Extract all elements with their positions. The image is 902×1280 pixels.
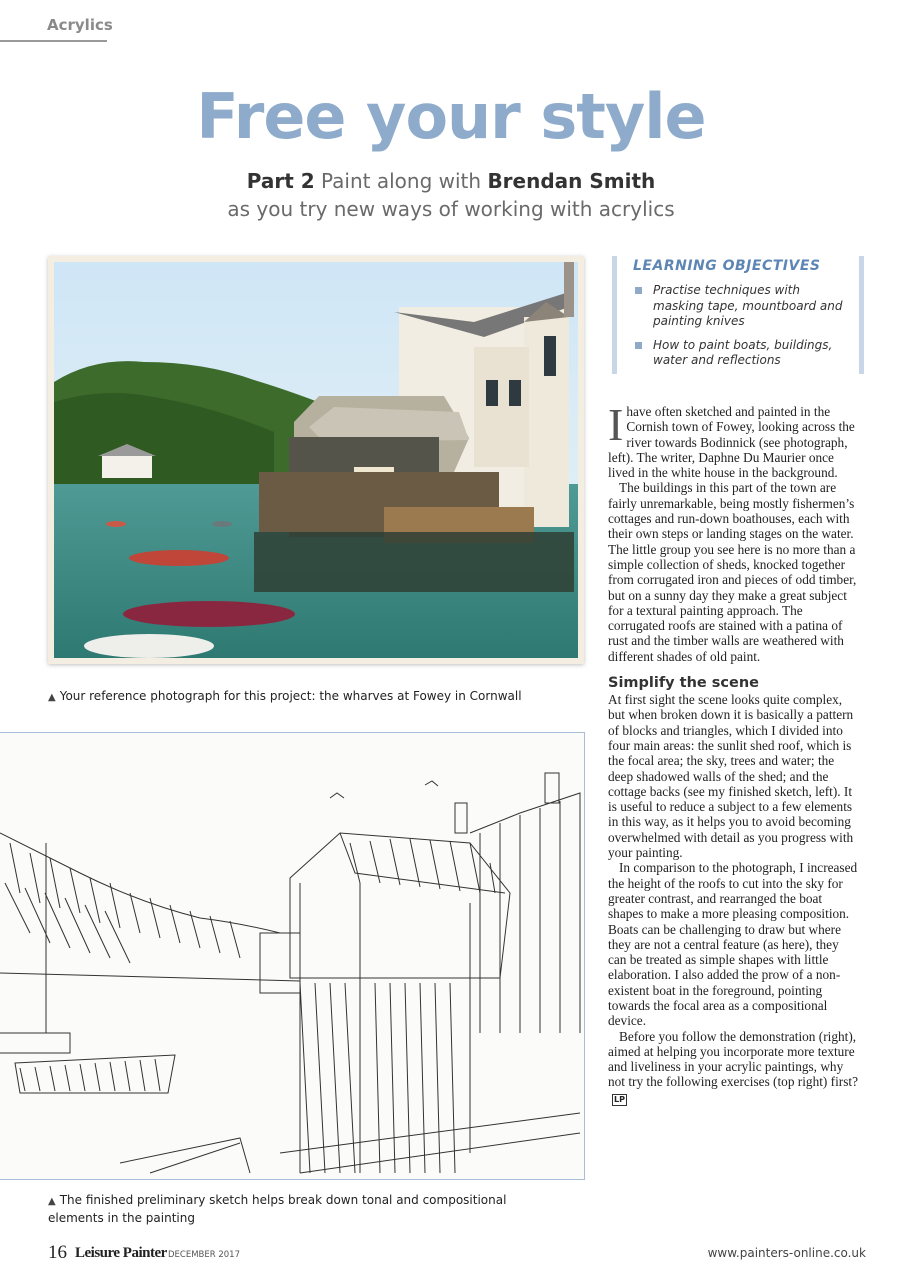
preliminary-sketch [0,732,585,1180]
subtitle-line2: as you try new ways of working with acrylics [227,197,675,221]
website-link[interactable]: www.painters-online.co.uk [707,1246,866,1260]
magazine-name: Leisure Painter [75,1245,167,1261]
paragraph-5 [608,1029,860,1106]
paragraph-5-text: Before you follow the demonstration (right), aimed at helping you incorporate more texture and liveliness in your acrylic paintings, why not try the following exercises (top right) first? [608,1028,858,1090]
paragraph-2: The buildings in this part of the town are fairly unremarkable, being mostly fishermen’s cottages and run-down boathouses, each with their own steps or landing stages on the water. The little group you see here is no more than a simple collection of sheds, knocked together from corrugated iron and pieces of odd timber, but on a sunny day they make a great subject for a textural painting approach. The corrugated roofs are stained with a patina of rust and the timber walls are weathered with different shades of old paint. [608,480,857,664]
paragraph-4: In comparison to the photograph, I increased the height of the roofs to cut into the sky for greater contrast, and rearranged the boat shapes to make a more pleasing composition. Boats can be challenging to draw but where they are not a central feature (as here), they can be treated as simple shapes with little elaboration. I also added the prow of a non-existent boat in the foreground, pointing towards the focal area as a compositional device. [608,860,858,1029]
paragraph-intro [608,399,860,481]
subtitle-paint-along: Paint along with [321,169,482,193]
end-mark: LP [614,1094,625,1104]
article-title: Free your style [196,80,706,153]
section-heading: Simplify the scene [608,675,760,692]
subtitle-part: Part 2 [246,169,315,193]
objective-item: How to paint boats, buildings, water and reflections [633,338,843,369]
paragraph-1-text: have often sketched and painted in the Cornish town of Fowey, looking across the river towards Bodinnick (see photograph, left). The writer, Daphne Du Maurier once lived in the white house in the background. [608,404,855,481]
issue-date: DECEMBER 2017 [168,1250,240,1260]
subtitle-author: Brendan Smith [487,169,656,193]
article-subtitle [0,167,902,223]
learning-objectives [612,256,864,374]
page-number: 16 [48,1242,67,1263]
learning-objectives-list [633,283,843,377]
section-tag [0,14,113,42]
learning-objectives-heading: LEARNING OBJECTIVES [633,258,821,274]
paragraph-3: At first sight the scene looks quite complex, but when broken down it is basically a pattern of blocks and triangles, which I divided into four main areas: the sunlit shed roof, which is the focal area; the sky, trees and water; the deep shadowed walls of the shed; and the cottage backs (see my finished sketch, left). It is useful to reduce a subject to a few elements in this way, as it helps you to avoid becoming overwhelmed with detail as you progress with your painting. [608,692,854,861]
caption-marker: ▲ [48,692,56,703]
sketch-caption-text: The finished preliminary sketch helps break down tonal and compositional elements in the painting [48,1193,507,1225]
article-body [608,399,860,1106]
objective-item: Practise techniques with masking tape, mountboard and painting knives [633,283,843,330]
caption-marker: ▲ [48,1196,56,1207]
page-footer [48,1242,866,1264]
reference-photo-image [54,262,578,658]
photo-caption [48,688,588,706]
drop-cap: I [608,399,624,450]
photo-caption-text: Your reference photograph for this project: the wharves at Fowey in Cornwall [59,689,522,703]
reference-photo [48,256,584,664]
preliminary-sketch-image [0,733,584,1179]
section-label: Acrylics [47,16,113,34]
sketch-caption [48,1192,528,1226]
